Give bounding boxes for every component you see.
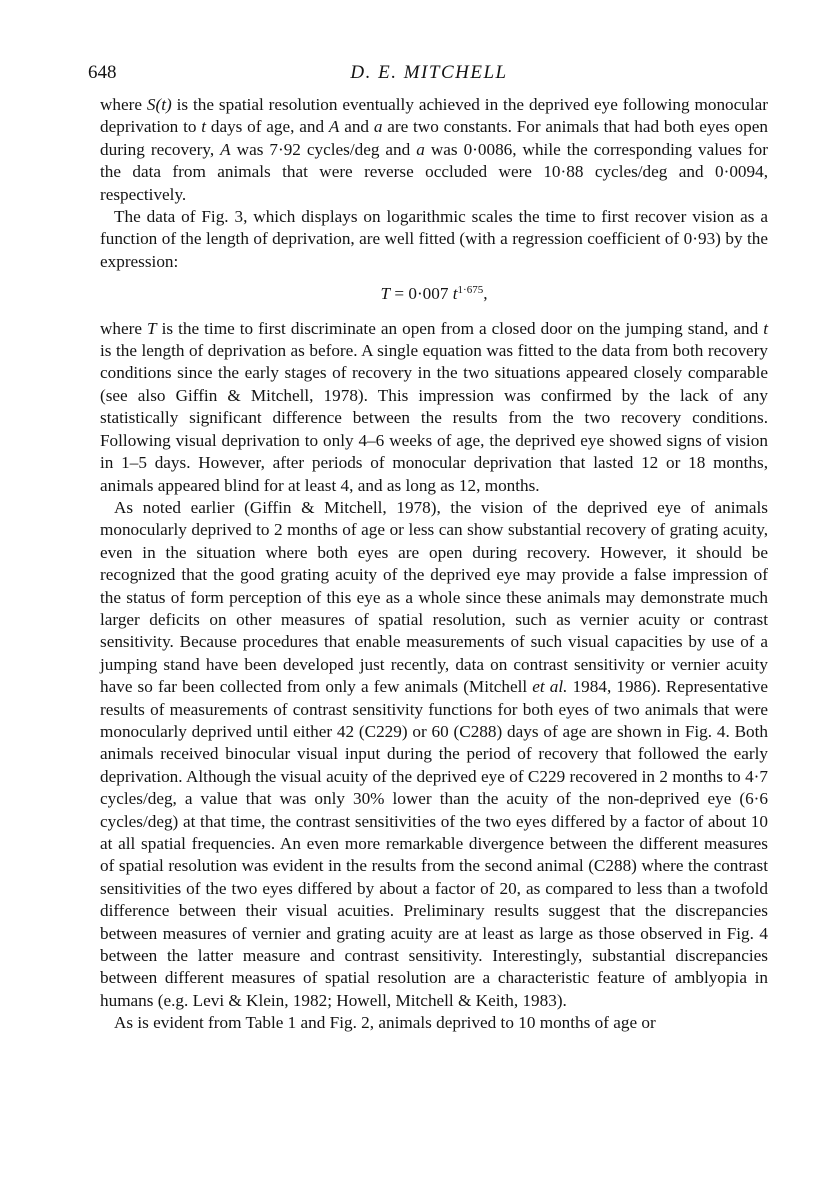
running-head: D. E. MITCHELL: [350, 62, 508, 83]
body-text: [100, 94, 768, 1035]
page-number: 648: [88, 62, 117, 83]
equation-exponent: 1·675: [457, 284, 484, 297]
paragraph-5: As is evident from Table 1 and Fig. 2, animals deprived to 10 months of age or: [114, 1013, 656, 1033]
paragraph-4: As noted earlier (Giffin & Mitchell, 1978), the vision of the deprived eye of animals monocularly deprived to 2 months of age or less can show substantial recovery of grating acuity, even in the situation where both eyes are open during recovery. However, it should be recognized that the good grating acuity of the deprived eye may provide a false impression of the status of form perception of this eye as a whole since these animals may demonstrate much larger deficits on other measures of spatial resolution, such as vernier acuity or contrast sensitivity. Because procedures that enable measurements of such visual capacities by use of a jumping stand have been developed just recently, data on contrast sensitivity or vernier acuity have so far been collected from only a few animals (Mitchell et al. 1984, 1986). Representative results of measurements of contrast sensitivity functions for both eyes of two animals that were monocularly deprived until either 42 (C229) or 60 (C288) days of age are shown in Fig. 4. Both animals received binocular visual input during the period of recovery that followed the early deprivation. Although the visual acuity of the deprived eye of C229 recovered in 2 months to 4·7 cycles/deg, a value that was only 30% lower than the acuity of the non-deprived eye (6·6 cycles/deg) at that time, the contrast sensitivities of the two eyes differed by a factor of about 10 at all spatial frequencies. An even more remarkable divergence between the different measures of spatial resolution was evident in the results from the second animal (C288) where the contrast sensitivities of the two eyes differed by about a factor of 20, as compared to less than a twofold difference between their visual acuities. Preliminary results suggest that the discrepancies between measures of vernier and grating acuity are at least as large as those observed in Fig. 4 between the latter measure and contrast sensitivity. Interestingly, substantial discrepancies between different measures of spatial resolution are a characteristic feature of amblyopia in humans (e.g. Levi & Klein, 1982; Howell, Mitchell & Keith, 1983).: [100, 497, 768, 1010]
equation: T = 0·007 $t^{1\cdot 675}$,: [380, 284, 488, 304]
page-header: [88, 62, 770, 88]
paragraph-2: The data of Fig. 3, which displays on logarithmic scales the time to first recover vision as a function of the length of deprivation, are well fitted (with a regression coefficient of 0·93) by the expression:: [100, 207, 768, 271]
paragraph-3: where T is the time to first discriminate an open from a closed door on the jumping stand, and t is the length of deprivation as before. A single equation was fitted to the data from both recovery conditions since the early stages of recovery in the two situations appeared closely comparable (see also Giffin & Mitchell, 1978). This impression was confirmed by the lack of any statistically significant difference between the results from the two recovery conditions. Following visual deprivation to only 4–6 weeks of age, the deprived eye showed signs of vision in 1–5 days. However, after periods of monocular deprivation that lasted 12 or 18 months, animals appeared blind for at least 4, and as long as 12, months.: [100, 318, 768, 495]
paragraph-1: where S(t) is the spatial resolution eventually achieved in the deprived eye following monocular deprivation to t days of age, and A and a are two constants. For animals that had both eyes open during recovery, A was 7·92 cycles/deg and a was 0·0086, while the corresponding values for the data from animals that were reverse occluded were 10·88 cycles/deg and 0·0094, respectively.: [100, 95, 768, 204]
